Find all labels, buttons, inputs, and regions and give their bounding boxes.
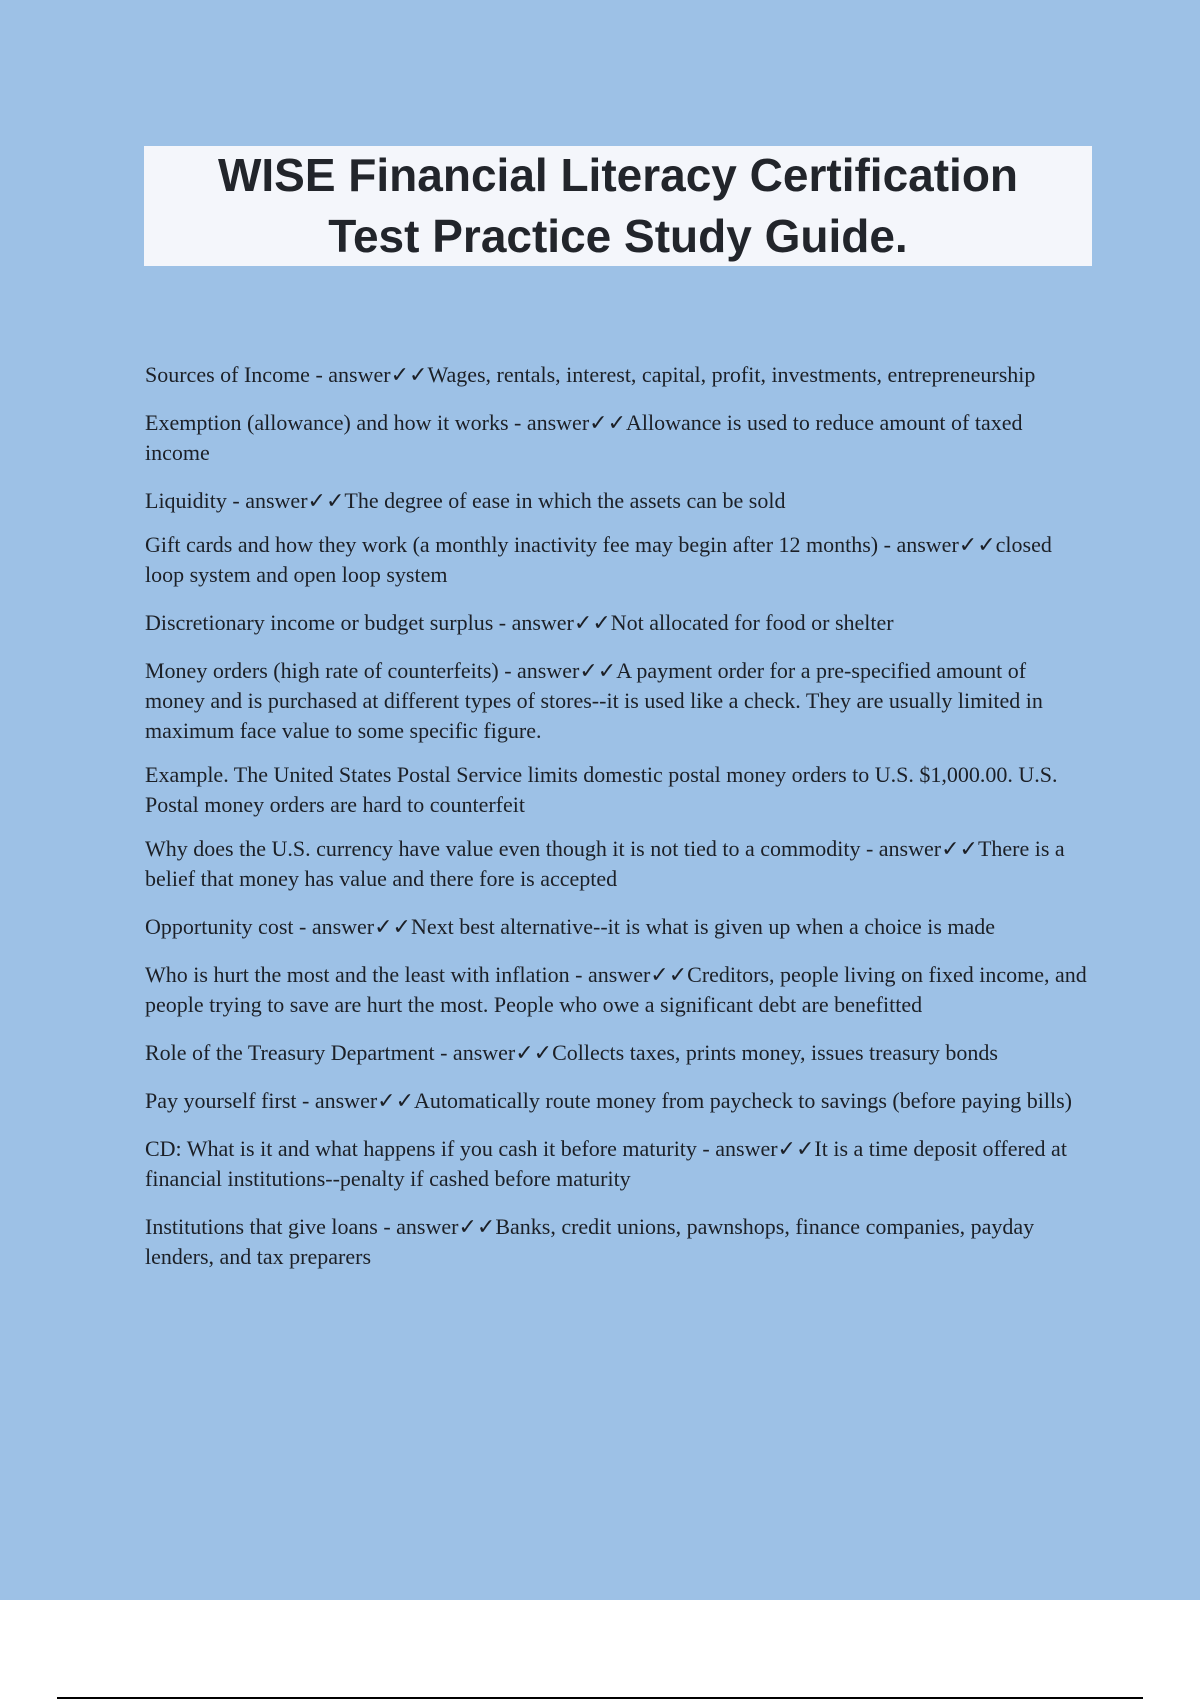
study-guide-content xyxy=(145,360,1090,1290)
qa-entry: Money orders (high rate of counterfeits) - answer✓✓A payment order for a pre-specified amount of money and is purchased at different types of stores--it is used like a check. They are usually limited in maximum face value to some specific figure. xyxy=(145,658,1043,743)
document-title xyxy=(218,145,1018,267)
qa-entry: Opportunity cost - answer✓✓Next best alternative--it is what is given up when a choice is made xyxy=(145,914,996,939)
qa-entry: Role of the Treasury Department - answer✓✓Collects taxes, prints money, issues treasury bonds xyxy=(145,1040,998,1065)
qa-entry: Who is hurt the most and the least with inflation - answer✓✓Creditors, people living on fixed income, and people trying to save are hurt the most. People who owe a significant debt are benefitted xyxy=(145,962,1087,1017)
qa-entry: Institutions that give loans - answer✓✓Banks, credit unions, pawnshops, finance companies, payday lenders, and tax preparers xyxy=(145,1214,1035,1269)
qa-entry: Sources of Income - answer✓✓Wages, rentals, interest, capital, profit, investments, entrepreneurship xyxy=(145,362,1036,387)
title-line-2: Test Practice Study Guide. xyxy=(328,210,908,262)
title-box xyxy=(144,146,1092,266)
qa-entry: Liquidity - answer✓✓The degree of ease in which the assets can be sold xyxy=(145,488,786,513)
qa-entry: Gift cards and how they work (a monthly inactivity fee may begin after 12 months) - answer✓✓closed loop system and open loop system xyxy=(145,532,1052,587)
qa-entry: Pay yourself first - answer✓✓Automatically route money from paycheck to savings (before paying bills) xyxy=(145,1088,1073,1113)
bottom-divider xyxy=(57,1697,1143,1699)
title-line-1: WISE Financial Literacy Certification xyxy=(217,149,1019,201)
qa-entry: Exemption (allowance) and how it works - answer✓✓Allowance is used to reduce amount of taxed income xyxy=(145,410,1023,465)
qa-entry: CD: What is it and what happens if you cash it before maturity - answer✓✓It is a time deposit offered at financial institutions--penalty if cashed before maturity xyxy=(145,1136,1067,1191)
qa-entry: Why does the U.S. currency have value even though it is not tied to a commodity - answer✓✓There is a belief that money has value and there fore is accepted xyxy=(145,836,1065,891)
qa-entry: Example. The United States Postal Service limits domestic postal money orders to U.S. $1,000.00. U.S. Postal money orders are hard to counterfeit xyxy=(145,762,1058,817)
qa-entry: Discretionary income or budget surplus - answer✓✓Not allocated for food or shelter xyxy=(145,610,894,635)
